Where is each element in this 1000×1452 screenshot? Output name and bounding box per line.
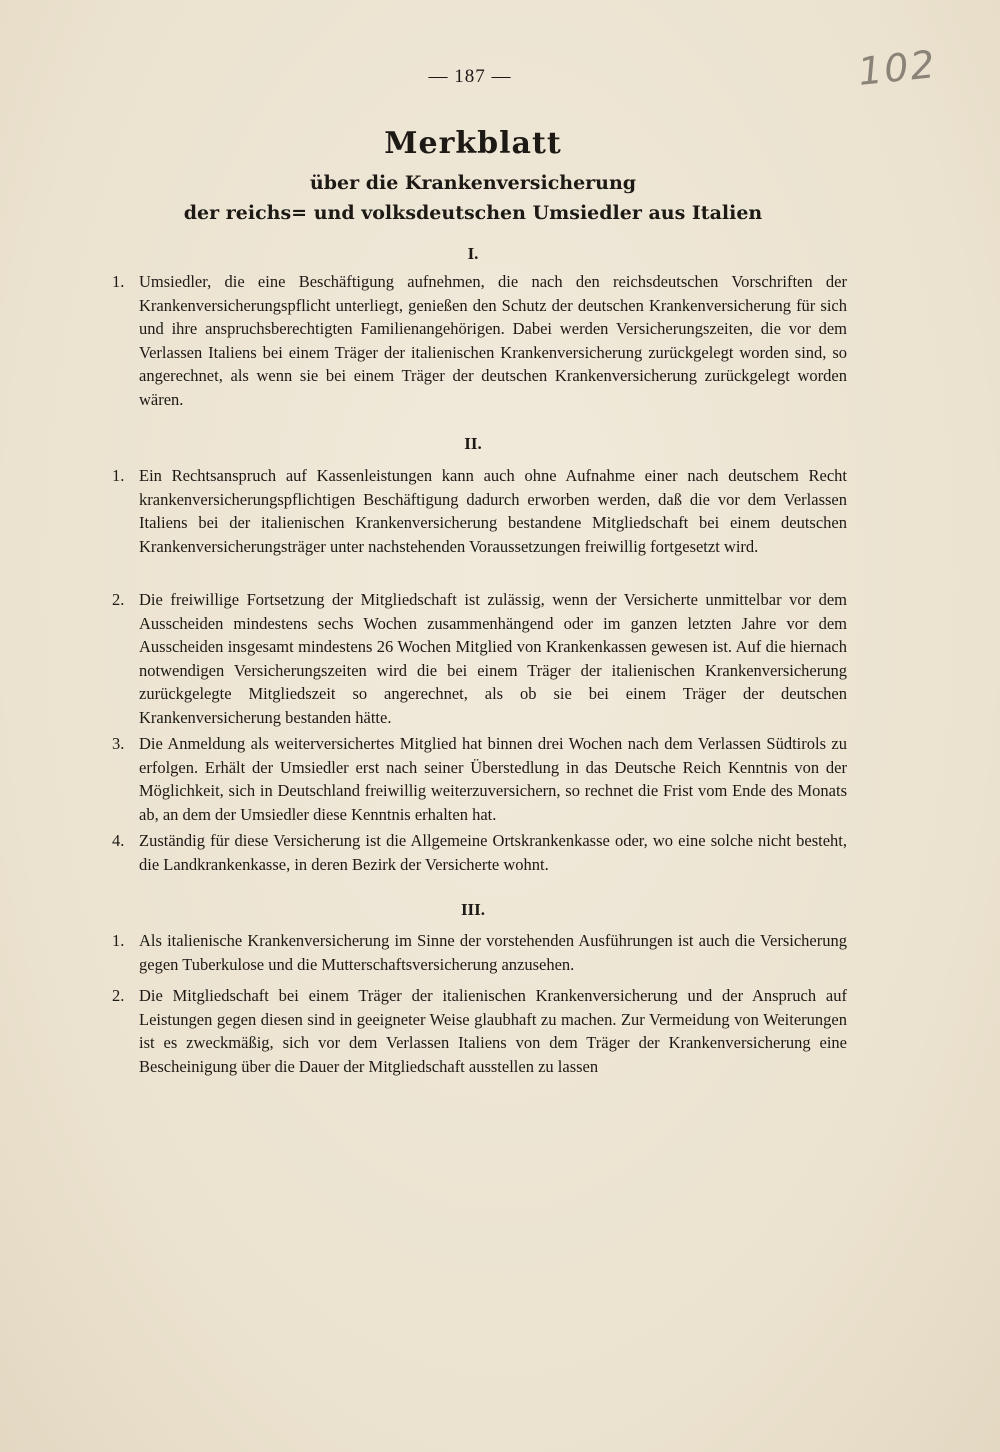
paragraph-number: 1. <box>112 466 125 485</box>
page-number: — 187 — <box>428 66 512 87</box>
paragraph-2-4 <box>112 829 847 876</box>
paragraph-number: 1. <box>112 931 125 950</box>
paragraph-2-3 <box>112 732 847 826</box>
paragraph-text: Ein Rechtsanspruch auf Kassenleistungen kann auch ohne Aufnahme einer nach deutschem Recht krankenversicherungspflichtigen Beschäftigung dadurch erworben werden, daß die vor dem Verlassen Italiens bei der italienischen Krankenversicherung bestandene Mitgliedschaft bei einem deutschen Krankenversicherungsträger unter nachstehenden Voraussetzungen freiwillig fortgesetzt wird. <box>139 466 847 556</box>
document-title: Merkblatt <box>384 126 562 161</box>
document-subtitle-line-2: der reichs= und volksdeutschen Umsiedler aus Italien <box>183 202 763 224</box>
paragraph-text: Als italienische Krankenversicherung im Sinne der vorstehenden Ausführungen ist auch die Versicherung gegen Tuberkulose und die Mutterschaftsversicherung anzusehen. <box>139 931 847 974</box>
paragraph-number: 1. <box>112 272 125 291</box>
section-heading-3: III. <box>460 900 486 919</box>
paragraph-2-2 <box>112 588 847 729</box>
paragraph-text: Zuständig für diese Versicherung ist die Allgemeine Ortskrankenkasse oder, wo eine solche nicht besteht, die Landkrankenkasse, in deren Bezirk der Versicherte wohnt. <box>139 831 847 874</box>
paragraph-text: Die freiwillige Fortsetzung der Mitgliedschaft ist zulässig, wenn der Versicherte unmittelbar vor dem Ausscheiden mindestens sechs Wochen zusammenhängend oder im ganzen letzten Jahre vor dem Ausscheiden insgesamt mindestens 26 Wochen Mitglied von Krankenkassen gewesen ist. Auf die hiernach notwendigen Versicherungszeiten wird die bei einem Träger der italienischen Krankenversicherung zurückgelegte Mitgliedszeit so angerechnet, als ob sie bei einem Träger der deutschen Krankenversicherung bestanden hätte. <box>139 590 847 727</box>
paragraph-number: 2. <box>112 986 125 1005</box>
handwritten-archive-number: 102 <box>855 42 939 94</box>
section-heading-2: II. <box>464 434 482 453</box>
paragraph-3-2 <box>112 984 847 1078</box>
paragraph-text: Die Mitgliedschaft bei einem Träger der italienischen Krankenversicherung und der Anspruch auf Leistungen gegen diesen sind in geeigneter Weise glaubhaft zu machen. Zur Vermeidung von Weiterungen ist es zweckmäßig, sich vor dem Verlassen Italiens von dem Träger der Krankenversicherung eine Bescheinigung über die Dauer der Mitgliedschaft ausstellen zu lassen <box>139 986 847 1076</box>
paragraph-text: Die Anmeldung als weiterversichertes Mitglied hat binnen drei Wochen nach dem Verlassen Südtirols zu erfolgen. Erhält der Umsiedler erst nach seiner Überstedlung in das Deutsche Reich Kenntnis von der Möglichkeit, sich in Deutschland freiwillig weiterzuversichern, so rechnet die Frist vom Ende des Monats ab, an dem der Umsiedler diese Kenntnis erhalten hat. <box>139 734 847 824</box>
paragraph-3-1 <box>112 929 847 976</box>
paragraph-1-1 <box>112 270 847 411</box>
paragraph-number: 3. <box>112 734 125 753</box>
paragraph-text: Umsiedler, die eine Beschäftigung aufnehmen, die nach den reichsdeutschen Vorschriften der Krankenversicherungspflicht unterliegt, genießen den Schutz der deutschen Krankenversicherung für sich und ihre anspruchsberechtigten Familienangehörigen. Dabei werden Versicherungszeiten, die vor dem Verlassen Italiens bei einem Träger der italienischen Krankenversicherung zurückgelegt worden sind, so angerechnet, als wenn sie bei einem Träger der deutschen Krankenversicherung zurückgelegt worden wären. <box>139 272 847 409</box>
section-heading-1: I. <box>467 244 479 263</box>
document-subtitle-line-1: über die Krankenversicherung <box>309 172 637 194</box>
paragraph-number: 2. <box>112 590 125 609</box>
paragraph-2-1 <box>112 464 847 558</box>
paragraph-number: 4. <box>112 831 125 850</box>
